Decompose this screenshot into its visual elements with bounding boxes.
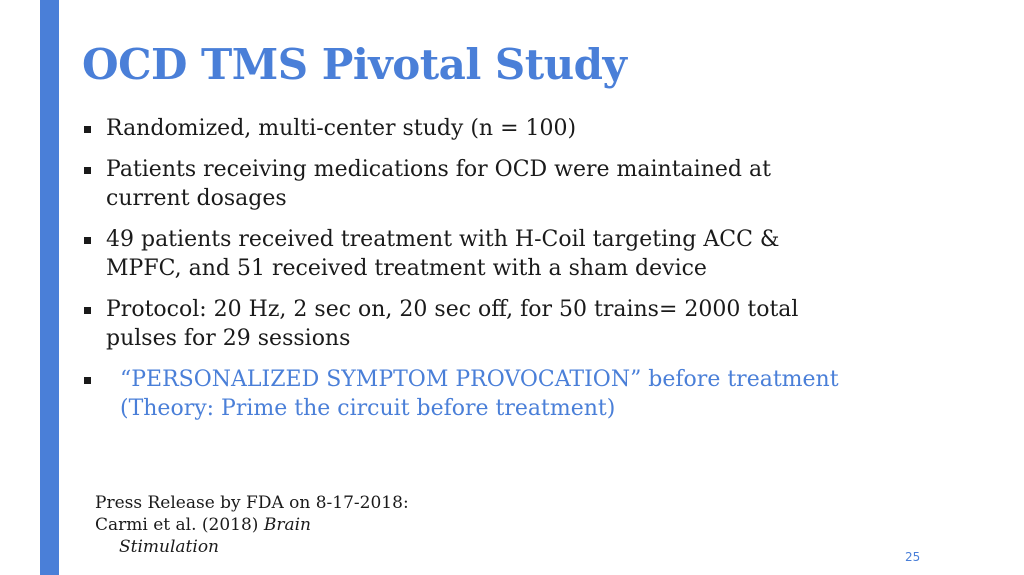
square-bullet-icon: [84, 377, 91, 384]
reference-line-carmi: [95, 514, 409, 536]
square-bullet-icon: [84, 167, 91, 174]
bullet-text: 49 patients received treatment with H-Coil targeting ACC & MPFC, and 51 received treatment with a sham device: [106, 227, 780, 281]
square-bullet-icon: [84, 237, 91, 244]
page-number: 25: [905, 550, 921, 564]
bullet-item: [80, 155, 860, 213]
bullet-text: “PERSONALIZED SYMPTOM PROVOCATION” before treatment (Theory: Prime the circuit before treatment): [120, 367, 839, 421]
bullet-item: [80, 225, 860, 283]
reference-journal-part1: Brain: [263, 515, 311, 535]
reference-line-journal: [95, 536, 409, 558]
square-bullet-icon: [84, 307, 91, 314]
slide-title: OCD TMS Pivotal Study: [82, 40, 627, 89]
bullet-item: [80, 114, 860, 143]
bullet-item: [80, 295, 860, 353]
reference-journal-part2: Stimulation: [119, 537, 220, 557]
bullet-text: Protocol: 20 Hz, 2 sec on, 20 sec off, for 50 trains= 2000 total pulses for 29 sessions: [106, 297, 799, 351]
reference-line-fda: Press Release by FDA on 8-17-2018:: [95, 493, 409, 513]
bullet-item-highlighted: [80, 365, 860, 423]
bullet-text: Randomized, multi-center study (n = 100): [106, 116, 577, 141]
bullet-text: Patients receiving medications for OCD were maintained at current dosages: [106, 157, 771, 211]
bullet-list: [80, 114, 860, 435]
reference-authors: Carmi et al. (2018): [95, 515, 264, 535]
square-bullet-icon: [84, 126, 91, 133]
reference-citation: [95, 492, 409, 558]
side-accent-bar: [40, 0, 59, 575]
